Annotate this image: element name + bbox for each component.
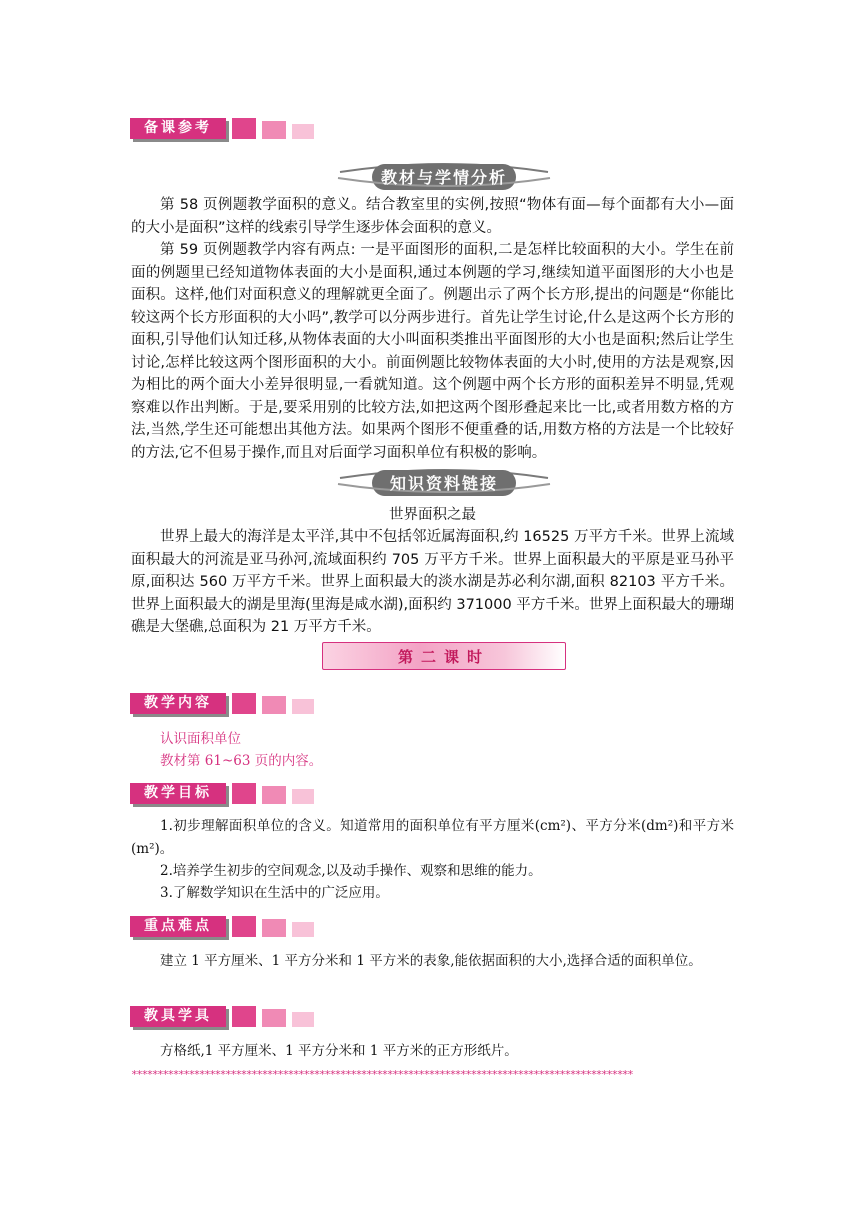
section-tag-reference: [130, 115, 314, 139]
tag-square: [292, 922, 314, 937]
tag-square: [292, 699, 314, 714]
keypoints-text: 建立 1 平方厘米、1 平方分米和 1 平方米的表象,能依据面积的大小,选择合适的面积单位。: [160, 953, 702, 969]
tag-square: [262, 919, 286, 937]
divider-stars: ************************************************************************************************: [131, 1068, 633, 1081]
lesson-banner: [322, 642, 566, 670]
tag-square: [232, 118, 256, 139]
lesson-title: 第二课时: [397, 648, 490, 666]
banner-knowledge: [336, 464, 552, 500]
banner-title: 教材与学情分析: [380, 168, 507, 187]
goal-3: 3.了解数学知识在生活中的广泛应用。: [160, 885, 389, 901]
tag-square: [292, 1012, 314, 1027]
tools-text: 方格纸,1 平方厘米、1 平方分米和 1 平方米的正方形纸片。: [160, 1043, 518, 1059]
knowledge-title: 世界面积之最: [389, 507, 476, 523]
section-tag-goals: [130, 780, 314, 804]
tag-square: [292, 124, 314, 139]
tag-square: [232, 693, 256, 714]
section-label: 教学目标: [130, 783, 226, 804]
tag-square: [262, 696, 286, 714]
section-label: 教具学具: [130, 1006, 226, 1027]
tag-square: [262, 1009, 286, 1027]
banner-analysis: [336, 158, 552, 194]
tag-square: [262, 786, 286, 804]
content-line-2: 教材第 61~63 页的内容。: [160, 753, 323, 769]
section-label: 备课参考: [130, 118, 226, 139]
section-label: 重点难点: [130, 916, 226, 937]
tag-square: [262, 121, 286, 139]
knowledge-body: 世界上最大的海洋是太平洋,其中不包括邻近属海面积,约 16525 万平方千米。世界上流域面积最大的河流是亚马孙河,流域面积约 705 万平方千米。世界上面积最大的平原是亚马孙平原,面积达 560 万平方千米。世界上面积最大的淡水湖是苏必利尔湖,面积 82103 平方千米。世界上面积最大的湖是里海(里海是咸水湖),面积约 371000 平方千米。世界上面积最大的珊瑚礁是大堡礁,总面积为 21 万平方千米。: [131, 529, 734, 635]
section-label: 教学内容: [130, 693, 226, 714]
goal-1: 1.初步理解面积单位的含义。知道常用的面积单位有平方厘米(cm²)、平方分米(dm²)和平方米(m²)。: [131, 818, 734, 857]
content-line-1: 认识面积单位: [160, 731, 241, 747]
tag-square: [232, 783, 256, 804]
tag-square: [292, 789, 314, 804]
tag-square: [232, 1006, 256, 1027]
section-tag-tools: [130, 1003, 314, 1027]
analysis-paragraph-1: 第 58 页例题教学面积的意义。结合教室里的实例,按照“物体有面—每个面都有大小—面的大小是面积”这样的线索引导学生逐步体会面积的意义。: [131, 197, 734, 236]
tag-square: [232, 916, 256, 937]
analysis-paragraph-2: 第 59 页例题教学内容有两点: 一是平面图形的面积,二是怎样比较面积的大小。学生在前面的例题里已经知道物体表面的大小是面积,通过本例题的学习,继续知道平面图形的大小也是面积。这样,他们对面积意义的理解就更全面了。例题出示了两个长方形,提出的问题是“你能比较这两个长方形面积的大小吗”,教学可以分两步进行。首先让学生讨论,什么是这两个长方形的面积,引导他们认知迁移,从物体表面的大小叫面积类推出平面图形的大小也是面积;然后让学生讨论,怎样比较这两个图形面积的大小。前面例题比较物体表面的大小时,使用的方法是观察,因为相比的两个面大小差异很明显,一看就知道。这个例题中两个长方形的面积差异不明显,凭观察难以作出判断。于是,要采用别的比较方法,如把这两个图形叠起来比一比,或者用数方格的方法,当然,学生还可能想出其他方法。如果两个图形不便重叠的话,用数方格的方法是一个比较好的方法,它不但易于操作,而且对后面学习面积单位有积极的影响。: [131, 242, 734, 461]
banner-title: 知识资料链接: [389, 474, 498, 493]
section-tag-keypoints: [130, 913, 314, 937]
goal-2: 2.培养学生初步的空间观念,以及动手操作、观察和思维的能力。: [160, 863, 542, 879]
section-tag-content: [130, 690, 314, 714]
